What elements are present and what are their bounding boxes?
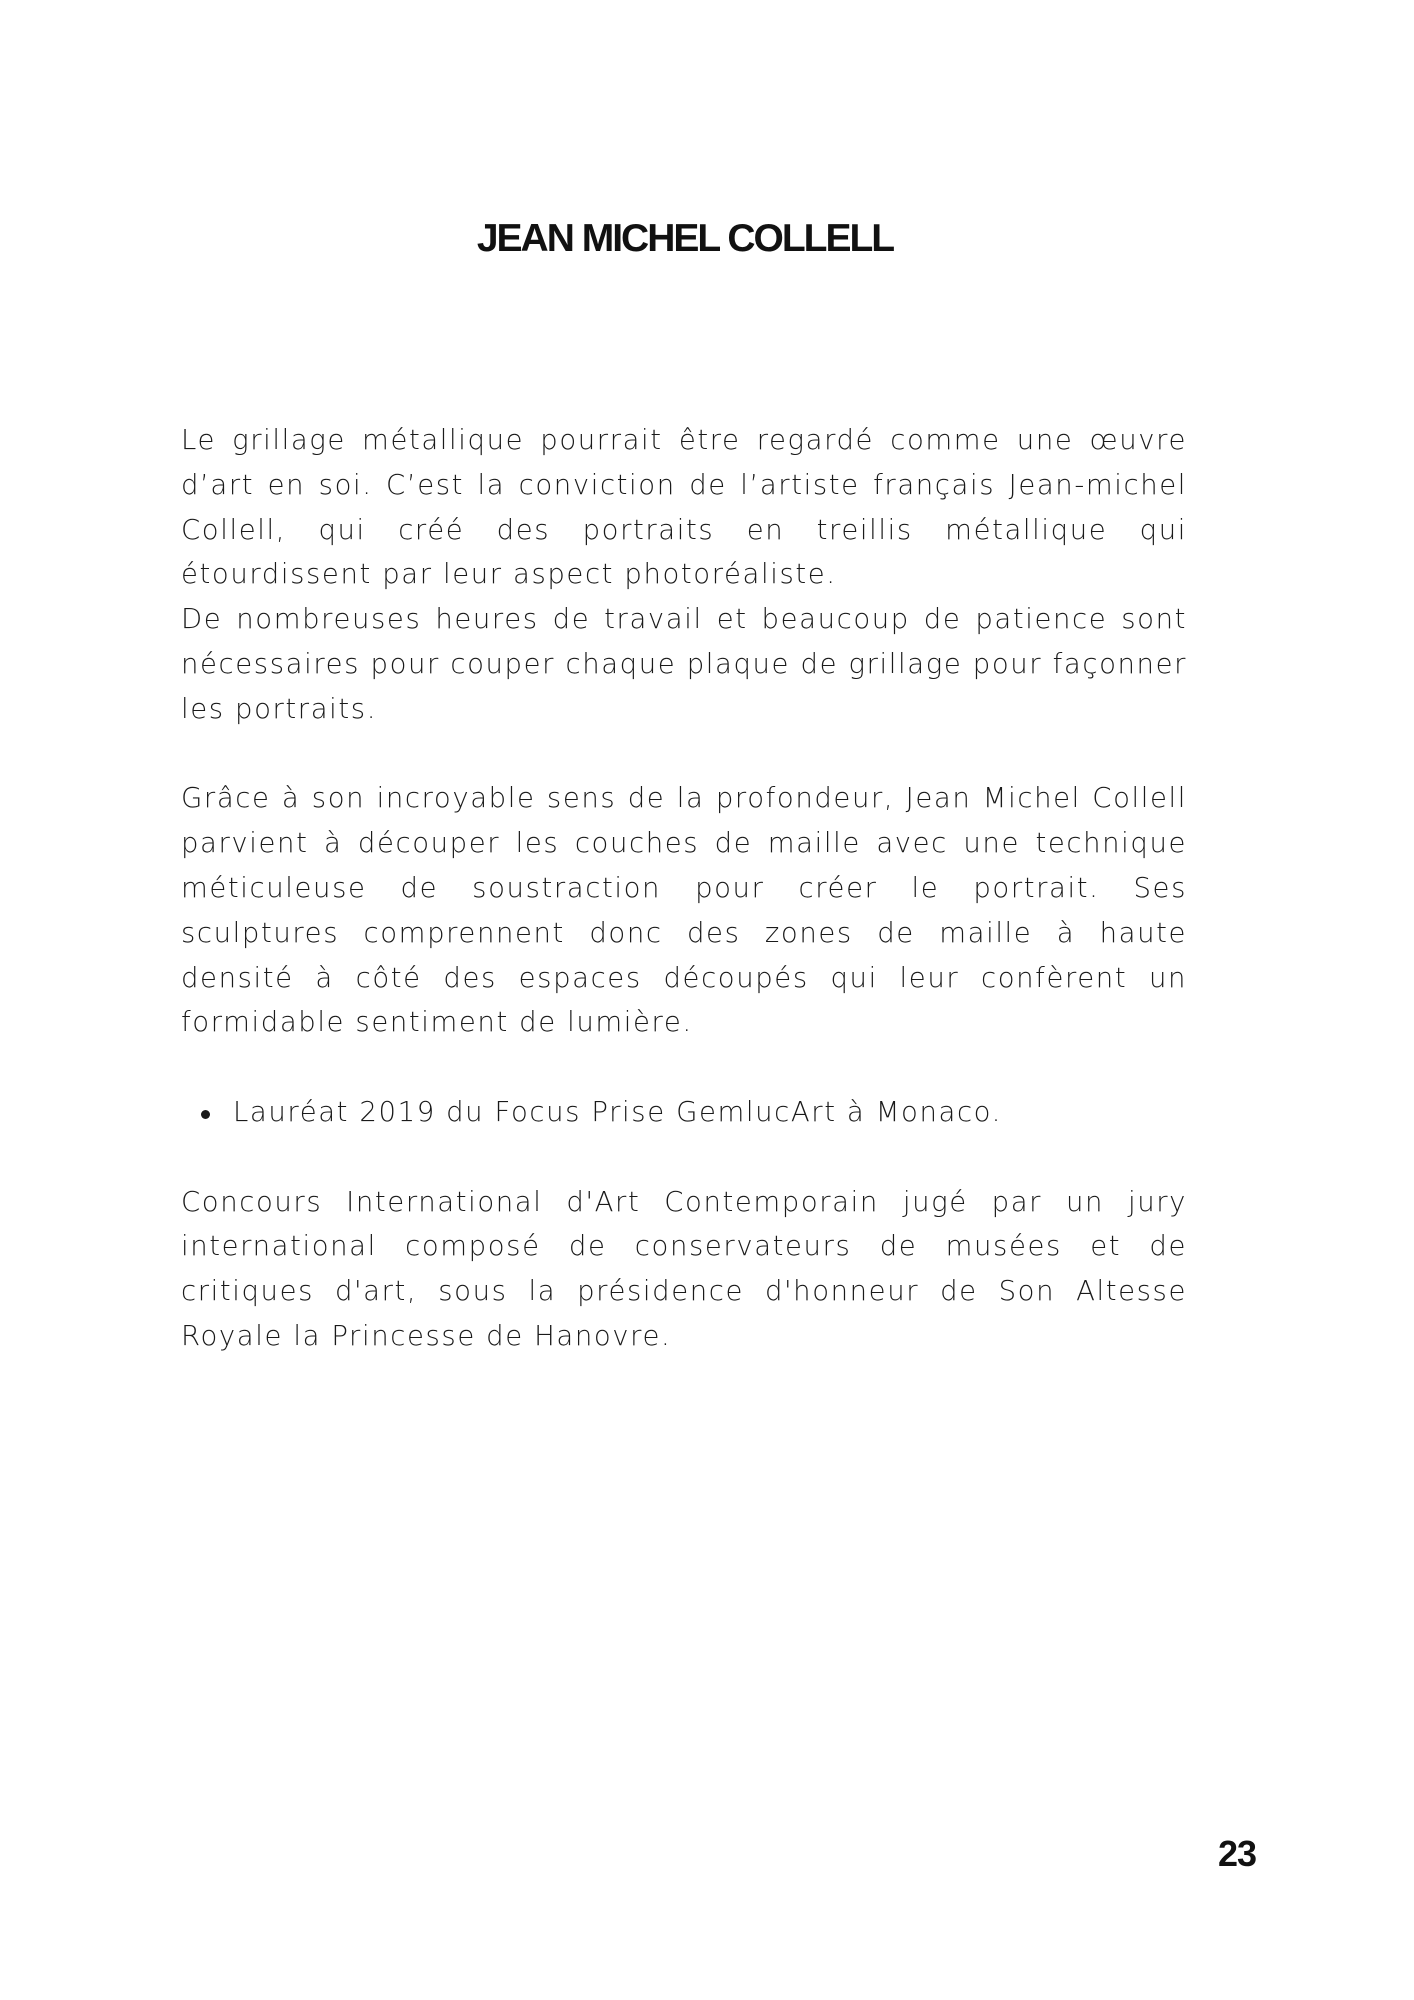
paragraph-spacer [181,732,1187,777]
paragraph-work: De nombreuses heures de travail et beaucoup de patience sont nécessaires pour couper chaque plaque de grillage pour façonner les portraits. [181,603,1187,725]
page-title: JEAN MICHEL COLLELL [476,217,894,260]
body-text [181,418,1187,1359]
bullet-icon [181,1090,233,1135]
award-text: Lauréat 2019 du Focus Prise GemlucArt à Monaco. [233,1095,1002,1128]
paragraph-contest: Concours International d'Art Contemporain jugé par un jury international composé de conservateurs de musées et de critiques d'art, sous la présidence d'honneur de Son Altesse Royale la Princesse de Hanovre. [181,1185,1187,1352]
page-number: 23 [1217,1833,1256,1874]
paragraph-technique: Grâce à son incroyable sens de la profondeur, Jean Michel Collell parvient à découper les couches de maille avec une technique méticuleuse de soustraction pour créer le portrait. Ses sculptures comprennent donc des zones de maille à haute densité à côté des espaces découpés qui leur confèrent un formidable sentiment de lumière. [181,782,1187,1039]
paragraph-spacer [181,1135,1187,1180]
paragraph-intro: Le grillage métallique pourrait être regardé comme une œuvre d’art en soi. C’est la conviction de l’artiste français Jean-michel Collell, qui créé des portraits en treillis métallique qui étourdissent par leur aspect photoréaliste. [181,424,1187,591]
paragraph-spacer [181,1045,1187,1090]
list-item [181,1090,1187,1135]
